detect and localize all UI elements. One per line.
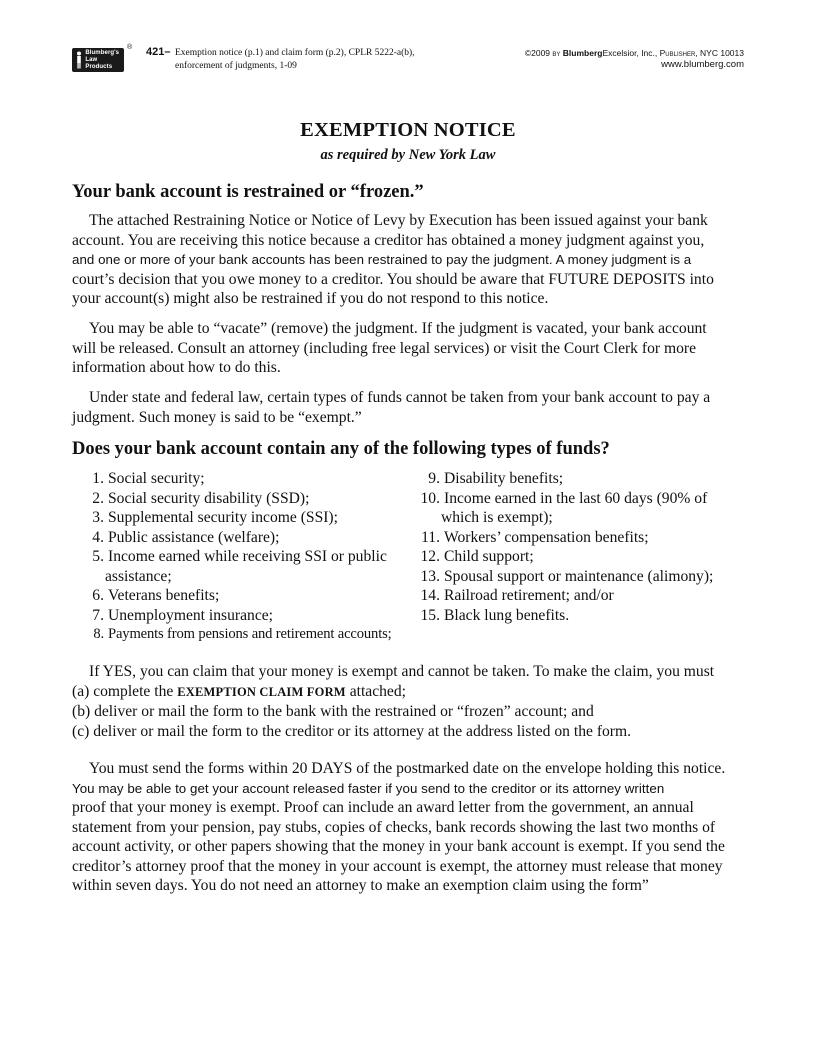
- list-item-number: 6.: [92, 587, 104, 604]
- text-line: proof that your money is exempt. Proof can include an award letter from the government, an annual: [72, 799, 694, 816]
- copyright-brand: Blumberg: [562, 48, 603, 58]
- text-line: If YES, you can claim that your money is exempt and cannot be taken. To make the claim, you must: [89, 663, 715, 680]
- copyright-publisher: Publisher, NYC 10013: [659, 48, 744, 58]
- text-line: your account(s) might also be restrained if you do not respond to this notice.: [72, 290, 549, 307]
- list-item-text: Black lung benefits.: [444, 606, 570, 624]
- list-item-text: Child support;: [444, 548, 534, 565]
- logo-text: Blumberg's Law Products: [85, 49, 120, 70]
- standing-figure-icon: [72, 48, 85, 72]
- list-item-continuation: [88, 567, 392, 587]
- section-heading-restrained: Your bank account is restrained or “frozen.”: [72, 182, 424, 202]
- list-item: [88, 489, 392, 509]
- list-item-text: Supplemental security income (SSI);: [108, 509, 338, 526]
- page-subtitle: as required by New York Law: [320, 147, 496, 163]
- list-item-text: Spousal support or maintenance (alimony);: [444, 567, 714, 585]
- form-number: 421–: [146, 46, 171, 58]
- list-item-number: 13.: [420, 567, 440, 585]
- list-item: [88, 586, 392, 606]
- list-item-text-continued: which is exempt);: [441, 509, 553, 526]
- list-item: [416, 586, 713, 606]
- list-item-number: 8.: [93, 626, 104, 642]
- list-item-text: Railroad retirement; and/or: [444, 587, 614, 604]
- paragraph-vacate: [72, 319, 748, 378]
- list-item-number: 12.: [420, 548, 440, 565]
- text-line: You may be able to “vacate” (remove) the judgment. If the judgment is vacated, your bank account: [89, 320, 707, 337]
- list-item-text: Disability benefits;: [444, 470, 564, 487]
- list-item-text: Payments from pensions and retirement accounts;: [108, 626, 392, 642]
- text-line: You must send the forms within 20 DAYS of the postmarked date on the envelope holding this notice.: [89, 760, 726, 777]
- list-item-text: Unemployment insurance;: [108, 606, 273, 624]
- paragraph-restraining-notice: [72, 211, 748, 309]
- text-line: creditor’s attorney proof that the money in your account is exempt, the attorney must release that money: [72, 857, 723, 875]
- section-heading-fund-types: Does your bank account contain any of the following types of funds?: [72, 439, 610, 459]
- publisher-website: www.blumberg.com: [661, 59, 744, 70]
- list-item-text: Public assistance (welfare);: [108, 528, 280, 546]
- list-item-text: Social security disability (SSD);: [108, 489, 310, 507]
- list-item-text: Income earned while receiving SSI or public: [108, 548, 387, 565]
- text-line: will be released. Consult an attorney (including free legal services) or visit the Court Clerk for more: [72, 339, 696, 357]
- text-line: account activity, or other papers showing that the money in your bank account is exempt. If you send the: [72, 838, 725, 855]
- list-item: [416, 567, 713, 587]
- text-line: The attached Restraining Notice or Notice of Levy by Execution has been issued against your bank: [89, 212, 708, 229]
- list-item-text: Income earned in the last 60 days (90% of: [444, 489, 708, 507]
- text-line: account. You are receiving this notice because a creditor has obtained a money judgment against you,: [72, 231, 705, 249]
- list-item-number: 3.: [92, 509, 104, 526]
- text-line: Under state and federal law, certain types of funds cannot be taken from your bank account to pay a: [89, 389, 711, 406]
- list-item-number: 4.: [92, 528, 104, 546]
- paragraph-exempt-funds: [72, 388, 748, 427]
- text-line: statement from your pension, pay stubs, copies of checks, bank records showing the last two months of: [72, 818, 716, 836]
- text-line: court’s decision that you owe money to a creditor. You should be aware that FUTURE DEPOSITS into: [72, 270, 714, 288]
- text-line: You may be able to get your account released faster if you send to the creditor or its attorney written: [72, 780, 665, 796]
- list-item-text: Workers’ compensation benefits;: [444, 528, 649, 546]
- list-item-continuation: [416, 508, 713, 528]
- registered-mark: ®: [127, 44, 133, 51]
- list-item: [416, 547, 713, 567]
- copyright-prefix: ©2009 by: [524, 48, 561, 58]
- paragraph-if-yes: [72, 662, 748, 741]
- list-item-number: 10.: [420, 489, 440, 507]
- text-line: information about how to do this.: [72, 359, 281, 376]
- paragraph-deadline-proof: [72, 759, 748, 896]
- list-item: [88, 528, 392, 548]
- claim-step-a-suffix: attached;: [345, 682, 406, 700]
- list-item: [88, 625, 392, 645]
- text-line: within seven days. You do not need an attorney to make an exemption claim using the form”: [72, 877, 649, 894]
- claim-step-c: (c) deliver or mail the form to the creditor or its attorney at the address listed on the form.: [72, 722, 632, 740]
- list-item: [416, 489, 713, 509]
- list-item-number: 1.: [92, 470, 104, 487]
- publisher-logo: [72, 48, 124, 72]
- form-description-line: Exemption notice (p.1) and claim form (p.2), CPLR 5222-a(b),: [175, 48, 415, 58]
- list-item-number: 7.: [92, 606, 104, 624]
- list-item: [88, 547, 392, 567]
- copyright-company: Excelsior, Inc.,: [602, 48, 658, 58]
- list-item: [416, 528, 713, 548]
- copyright-notice: [525, 47, 744, 71]
- list-item-number: 15.: [420, 606, 440, 624]
- list-item-number: 9.: [428, 470, 440, 487]
- list-item: [416, 469, 713, 489]
- list-item: [88, 469, 392, 489]
- claim-step-b: (b) deliver or mail the form to the bank with the restrained or “frozen” account; and: [72, 703, 594, 720]
- list-item-number: 5.: [92, 548, 104, 565]
- list-item-text: Veterans benefits;: [108, 587, 220, 604]
- list-item-text: Social security;: [108, 470, 205, 487]
- form-description-line: enforcement of judgments, 1-09: [175, 60, 297, 71]
- list-item: [88, 508, 392, 528]
- text-line: judgment. Such money is said to be “exempt.”: [72, 408, 362, 426]
- list-item: [416, 606, 713, 626]
- fund-list-right: [416, 469, 713, 625]
- list-item-number: 11.: [421, 528, 440, 546]
- claim-step-a: [72, 682, 748, 703]
- claim-step-a-prefix: (a) complete the: [72, 682, 178, 700]
- text-line: and one or more of your bank accounts has been restrained to pay the judgment. A money judgment is a: [72, 252, 692, 267]
- page-title: EXEMPTION NOTICE: [300, 119, 516, 141]
- list-item: [88, 606, 392, 626]
- exemption-claim-form-reference: EXEMPTION CLAIM FORM: [177, 684, 346, 699]
- list-item-number: 2.: [92, 489, 104, 507]
- list-item-number: 14.: [420, 587, 440, 604]
- list-item-text-continued: assistance;: [105, 567, 172, 585]
- fund-list-left: [88, 469, 392, 645]
- form-description: [175, 47, 445, 72]
